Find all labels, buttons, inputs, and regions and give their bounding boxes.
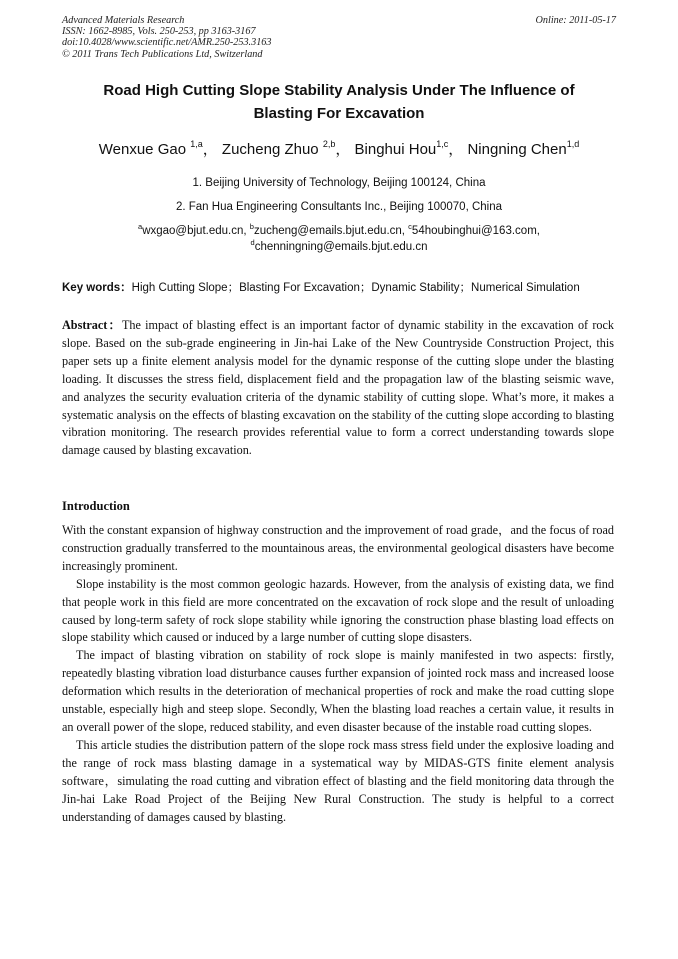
email-line-1 [62, 223, 616, 239]
keywords-text: High Cutting Slope；Blasting For Excavation；Dynamic Stability；Numerical Simulation [131, 282, 580, 294]
email-line-2 [62, 239, 616, 255]
intro-paragraph: The impact of blasting vibration on stability of rock slope is mainly manifested in two aspects: firstly, repeatedly blasting vibration load disturbance causes further expansion of jointed rock mass and increased loose deformation which results in the deterioration of mechanical properties of rock and make the road cutting slope unstable, especially high and steep slope. Secondly, When the blasting load reaches a certain value, it results in an overall power of the slope, reduced stability, and even disaster because of the instable road cutting slopes. [62, 648, 614, 734]
author-name: Ningning Chen [467, 141, 567, 158]
author-separator: ， [202, 141, 218, 158]
journal-header [62, 15, 616, 60]
section-heading-introduction: Introduction [62, 499, 130, 513]
title-line-1: Road High Cutting Slope Stability Analysis Under The Influence of [103, 82, 575, 99]
author-affiliation-mark: 2,b [322, 139, 336, 149]
doi-line: doi:10.4028/www.scientific.net/AMR.250-253.3163 [62, 37, 272, 49]
email-address: 54houbinghui@163.com, [411, 225, 540, 237]
author-affiliation-mark: 1,a [190, 139, 203, 149]
author-name: Wenxue Gao [98, 141, 187, 158]
online-date: Online: 2011-05-17 [535, 15, 616, 26]
abstract-text: The impact of blasting effect is an important factor of dynamic stability in the excavation of rock slope. Based on the sub-grade engineering in Jin-hai Lake of the New Countryside Construction Project, this paper sets up a finite element analysis model for the dynamic response of the cutting slope under the blasting loading. It discusses the stress field, displacement field and the propagation law of the blasting seismic wave, and analyzes the security evaluation criteria of the dynamic stability of cutting slope. What’s more, it makes a systematic analysis on the effects of blasting excavation on the stability of the cutting slope according to blasting vibration monitoring. The research provides referential value to form a correct understanding towards slope damage caused by blasting excavation. [62, 318, 614, 458]
intro-paragraph: This article studies the distribution pattern of the slope rock mass stress field under the explosive loading and the range of rock mass blasting damage in a systematical way by MIDAS-GTS finite element analysis software，simulating the road cutting and vibration effect of blasting and the field monitoring data through the Jin-hai Lake Road Project of the Beijing New Rural Construction. The study is helpful to a correct understanding of damages caused by blasting. [62, 737, 614, 824]
email-mark: c [408, 222, 412, 231]
email-block [62, 223, 616, 255]
abstract-label: Abstract： [62, 318, 122, 332]
email-mark: b [249, 222, 254, 231]
affiliation-1: 1. Beijing University of Technology, Beijing 100124, China [192, 177, 486, 189]
email-mark: d [250, 238, 255, 247]
email-address: wxgao@bjut.edu.cn, [142, 225, 250, 237]
journal-name: Advanced Materials Research [62, 15, 185, 26]
keywords [62, 280, 622, 296]
copyright-line: © 2011 Trans Tech Publications Ltd, Switzerland [62, 48, 263, 60]
author-affiliation-mark: 1,c [436, 139, 449, 149]
title-line-2: Blasting For Excavation [253, 105, 425, 122]
introduction-body [62, 522, 614, 826]
author-separator: ， [448, 141, 464, 158]
intro-paragraph: With the constant expansion of highway construction and the improvement of road grade，and the focus of road construction gradually transferred to the mountainous areas, the environmental geological disasters have become increasingly prominent. [62, 523, 614, 573]
author-list [62, 140, 616, 160]
author-name: Zucheng Zhuo [221, 141, 319, 158]
issn-line: ISSN: 1662-8985, Vols. 250-253, pp 3163-3167 [62, 26, 256, 38]
paper-title [62, 79, 616, 125]
abstract [62, 317, 614, 460]
keywords-label: Key words： [62, 282, 132, 294]
email-mark: a [138, 222, 143, 231]
author-affiliation-mark: 1,d [566, 139, 580, 149]
affiliation-2: 2. Fan Hua Engineering Consultants Inc., Beijing 100070, China [175, 201, 503, 213]
intro-paragraph: Slope instability is the most common geologic hazards. However, from the analysis of existing data, we find that people work in this field are more concentrated on the excavation of rock slope and the result of unloading caused by long-term safety of rock slope stability while ignoring the construction phase blasting load effects on slope stability which caused or induced by a large number of cutting slope disasters. [62, 576, 614, 645]
email-address: zucheng@emails.bjut.edu.cn, [253, 225, 409, 237]
author-name: Binghui Hou [354, 141, 437, 158]
author-separator: ， [335, 141, 351, 158]
email-address: chenningning@emails.bjut.edu.cn [254, 241, 428, 253]
